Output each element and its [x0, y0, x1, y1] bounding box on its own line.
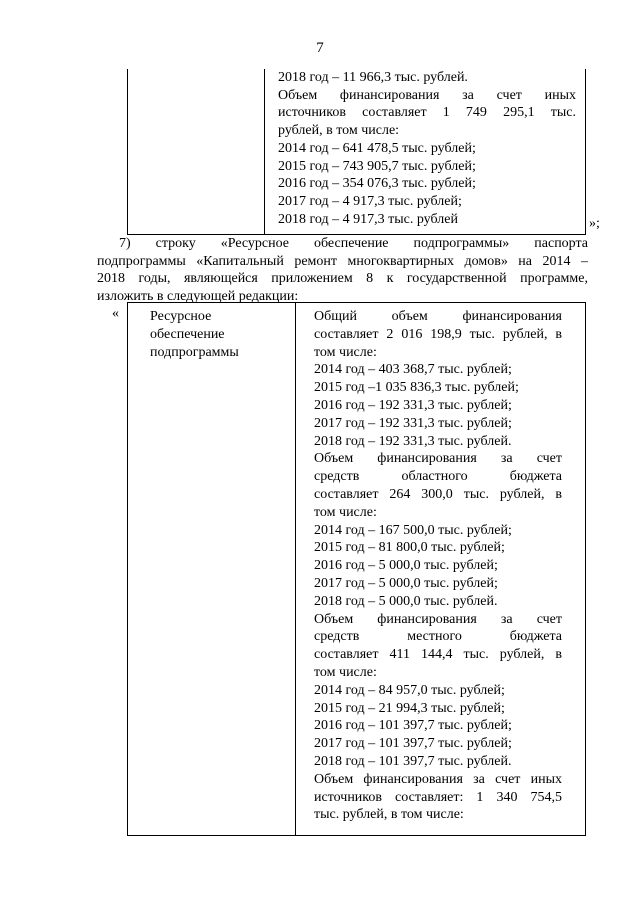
text-line: тыс. рублей, в том числе:: [314, 807, 464, 823]
paragraph-line: изложить в следующей редакции:: [97, 288, 299, 304]
column-divider: [264, 69, 265, 234]
year-line: 2017 год – 5 000,0 тыс. рублей;: [314, 575, 498, 591]
year-line: 2016 год – 101 397,7 тыс. рублей;: [314, 718, 512, 734]
text-line: средств областного бюджета: [314, 469, 562, 485]
year-line: 2015 год – 21 994,3 тыс. рублей;: [314, 700, 505, 716]
text-line: Общий объем финансирования: [314, 309, 562, 324]
text-line: том числе:: [314, 504, 377, 520]
text-line: том числе:: [314, 664, 377, 680]
text-line: составляет 264 300,0 тыс. рублей, в: [314, 486, 562, 502]
text-line: составляет 2 016 198,9 тыс. рублей, в: [314, 326, 562, 342]
funding-details: [314, 308, 562, 824]
paragraph-line: 2018 годы, являющейся приложением 8 к государственной программе,: [97, 271, 588, 287]
year-line: 2017 год – 192 331,3 тыс. рублей;: [314, 415, 512, 431]
text-line: 2014 год – 641 478,5 тыс. рублей;: [278, 140, 476, 156]
text-line: 2018 год – 4 917,3 тыс. рублей: [278, 211, 458, 227]
paragraph-line: подпрограммы «Капитальный ремонт многоквартирных домов» на 2014 –: [97, 253, 588, 269]
text-line: Объем финансирования за счет иных: [314, 771, 562, 787]
amendment-paragraph: [97, 235, 588, 305]
year-line: 2018 год – 101 397,7 тыс. рублей.: [314, 753, 512, 769]
funding-cell: [278, 69, 576, 228]
year-line: 2014 год – 167 500,0 тыс. рублей;: [314, 522, 512, 538]
year-line: 2014 год – 403 368,7 тыс. рублей;: [314, 362, 512, 378]
row-label: [150, 308, 270, 362]
text-line: составляет 411 144,4 тыс. рублей, в: [314, 647, 562, 663]
column-divider: [295, 303, 296, 835]
page-number: 7: [316, 40, 324, 56]
label-line: подпрограммы: [150, 345, 239, 360]
text-line: Объем финансирования за счет: [314, 611, 562, 627]
opening-quote: «: [112, 306, 119, 321]
year-line: 2014 год – 84 957,0 тыс. рублей;: [314, 682, 505, 698]
label-line: обеспечение: [150, 327, 225, 342]
closing-quote: »;: [589, 216, 600, 231]
text-line: источников составляет: 1 340 754,5: [314, 789, 562, 805]
text-line: 2016 год – 354 076,3 тыс. рублей;: [278, 176, 476, 192]
text-line: источников составляет 1 749 295,1 тыс.: [278, 105, 576, 121]
year-line: 2016 год – 5 000,0 тыс. рублей;: [314, 558, 498, 574]
year-line: 2018 год – 192 331,3 тыс. рублей.: [314, 433, 512, 449]
text-line: 2015 год – 743 905,7 тыс. рублей;: [278, 158, 476, 174]
year-line: 2017 год – 101 397,7 тыс. рублей;: [314, 736, 512, 752]
text-line: 2018 год – 11 966,3 тыс. рублей.: [278, 70, 468, 85]
text-line: Объем финансирования за счет: [314, 451, 562, 467]
year-line: 2018 год – 5 000,0 тыс. рублей.: [314, 593, 498, 609]
funding-table-continued: [127, 69, 586, 235]
label-line: Ресурсное: [150, 309, 212, 324]
paragraph-line: 7) строку «Ресурсное обеспечение подпрограммы» паспорта: [119, 236, 588, 251]
text-line: 2017 год – 4 917,3 тыс. рублей;: [278, 193, 462, 209]
year-line: 2015 год –1 035 836,3 тыс. рублей;: [314, 380, 519, 396]
text-line: рублей, в том числе:: [278, 123, 400, 139]
text-line: средств местного бюджета: [314, 629, 562, 645]
resource-table: [127, 302, 586, 836]
year-line: 2015 год – 81 800,0 тыс. рублей;: [314, 540, 505, 556]
text-line: Объем финансирования за счет иных: [278, 87, 576, 103]
year-line: 2016 год – 192 331,3 тыс. рублей;: [314, 397, 512, 413]
text-line: том числе:: [314, 344, 377, 360]
